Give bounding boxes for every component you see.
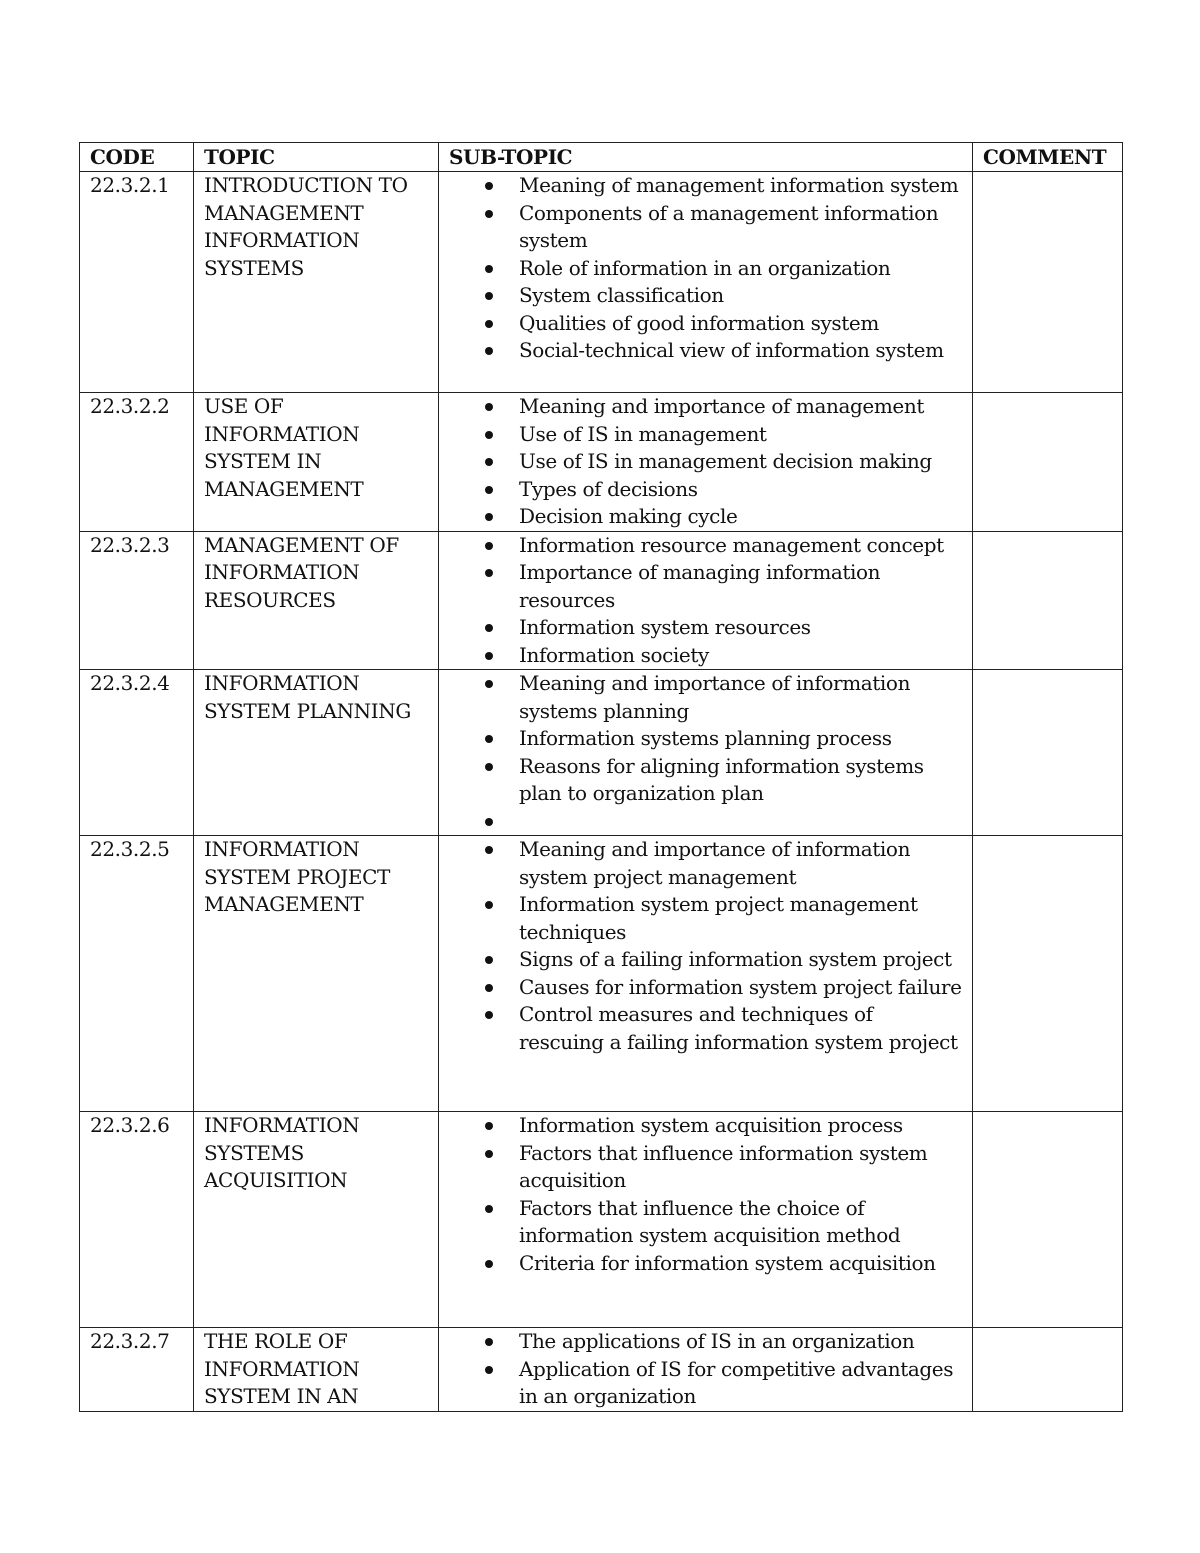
- subtopic-cell: [439, 836, 973, 1112]
- list-item: Information system acquisition process: [449, 1112, 962, 1140]
- list-item: Information system project management techniques: [449, 891, 962, 946]
- subtopic-column-header: SUB-TOPIC: [439, 143, 973, 172]
- list-item: Causes for information system project failure: [449, 974, 962, 1002]
- subtopic-list: [449, 172, 962, 365]
- subtopic-list: [449, 670, 962, 835]
- topic-cell: THE ROLE OF INFORMATION SYSTEM IN AN: [194, 1328, 439, 1412]
- code-cell: 22.3.2.3: [80, 531, 194, 670]
- list-item: Application of IS for competitive advantages in an organization: [449, 1356, 962, 1411]
- code-cell: 22.3.2.6: [80, 1112, 194, 1328]
- subtopic-list: [449, 532, 962, 670]
- list-item: Control measures and techniques of rescuing a failing information system project: [449, 1001, 962, 1056]
- list-item: Meaning and importance of management: [449, 393, 962, 421]
- subtopic-list: [449, 836, 962, 1056]
- subtopic-list: [449, 1112, 962, 1277]
- topic-cell: INFORMATION SYSTEMS ACQUISITION: [194, 1112, 439, 1328]
- list-item: Importance of managing information resources: [449, 559, 962, 614]
- list-item: Information system resources: [449, 614, 962, 642]
- topic-cell: INTRODUCTION TO MANAGEMENT INFORMATION SYSTEMS: [194, 172, 439, 393]
- topic-column-header: TOPIC: [194, 143, 439, 172]
- topic-cell: MANAGEMENT OF INFORMATION RESOURCES: [194, 531, 439, 670]
- list-item: Information resource management concept: [449, 532, 962, 560]
- header-row: [80, 143, 1123, 172]
- list-item: System classification: [449, 282, 962, 310]
- table-row: [80, 836, 1123, 1112]
- subtopic-cell: [439, 531, 973, 670]
- list-item: The applications of IS in an organization: [449, 1328, 962, 1356]
- topic-cell: INFORMATION SYSTEM PLANNING: [194, 670, 439, 836]
- list-item: Use of IS in management: [449, 421, 962, 449]
- subtopic-cell: [439, 1328, 973, 1412]
- list-item: Components of a management information system: [449, 200, 962, 255]
- topic-cell: INFORMATION SYSTEM PROJECT MANAGEMENT: [194, 836, 439, 1112]
- code-cell: 22.3.2.2: [80, 393, 194, 532]
- subtopic-list: [449, 1328, 962, 1411]
- table-row: [80, 172, 1123, 393]
- table-row: [80, 531, 1123, 670]
- syllabus-table: [79, 142, 1123, 1412]
- subtopic-cell: [439, 670, 973, 836]
- list-item: Qualities of good information system: [449, 310, 962, 338]
- comment-cell: [973, 393, 1123, 532]
- list-item: Social-technical view of information system: [449, 337, 962, 365]
- table-row: [80, 1328, 1123, 1412]
- code-cell: 22.3.2.1: [80, 172, 194, 393]
- code-cell: 22.3.2.5: [80, 836, 194, 1112]
- table-row: [80, 670, 1123, 836]
- list-item: Criteria for information system acquisition: [449, 1250, 962, 1278]
- topic-cell: USE OF INFORMATION SYSTEM IN MANAGEMENT: [194, 393, 439, 532]
- comment-cell: [973, 1328, 1123, 1412]
- list-item: Types of decisions: [449, 476, 962, 504]
- list-item: Use of IS in management decision making: [449, 448, 962, 476]
- comment-column-header: COMMENT: [973, 143, 1123, 172]
- code-cell: 22.3.2.4: [80, 670, 194, 836]
- comment-cell: [973, 172, 1123, 393]
- comment-cell: [973, 670, 1123, 836]
- list-item: Factors that influence the choice of information system acquisition method: [449, 1195, 962, 1250]
- subtopic-cell: [439, 1112, 973, 1328]
- list-item: Reasons for aligning information systems plan to organization plan: [449, 753, 962, 808]
- comment-cell: [973, 531, 1123, 670]
- subtopic-list: [449, 393, 962, 531]
- list-item: Information society: [449, 642, 962, 670]
- list-item: Factors that influence information system acquisition: [449, 1140, 962, 1195]
- list-item: Signs of a failing information system project: [449, 946, 962, 974]
- table-row: [80, 393, 1123, 532]
- table-row: [80, 1112, 1123, 1328]
- list-item: [449, 808, 962, 836]
- subtopic-cell: [439, 172, 973, 393]
- list-item: Meaning of management information system: [449, 172, 962, 200]
- list-item: Decision making cycle: [449, 503, 962, 531]
- list-item: Information systems planning process: [449, 725, 962, 753]
- list-item: Meaning and importance of information system project management: [449, 836, 962, 891]
- code-cell: 22.3.2.7: [80, 1328, 194, 1412]
- code-column-header: CODE: [80, 143, 194, 172]
- comment-cell: [973, 836, 1123, 1112]
- list-item: Role of information in an organization: [449, 255, 962, 283]
- list-item: Meaning and importance of information systems planning: [449, 670, 962, 725]
- subtopic-cell: [439, 393, 973, 532]
- comment-cell: [973, 1112, 1123, 1328]
